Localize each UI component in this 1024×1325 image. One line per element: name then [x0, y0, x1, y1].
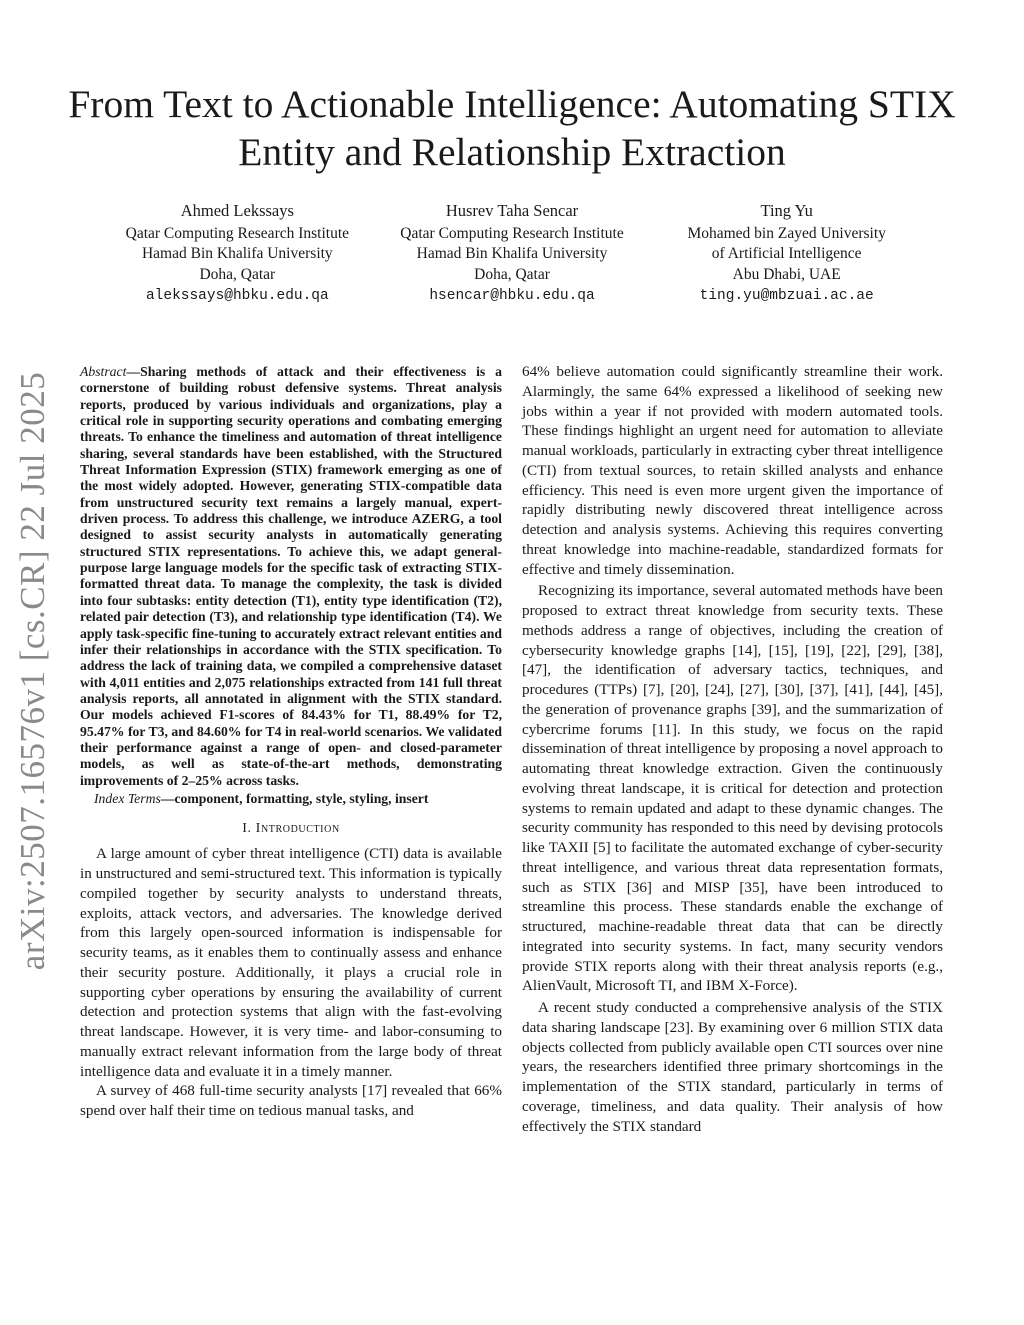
body-paragraph: A survey of 468 full-time security analysts [17] revealed that 66% spend over half their time on tedious manual tasks, and: [80, 1082, 502, 1120]
author-email: alekssays@hbku.edu.qa: [145, 288, 329, 304]
author-3: [649, 201, 924, 307]
paper-title: From Text to Actionable Intelligence: Automating STIX Entity and Relationship Extraction: [68, 82, 956, 174]
author-block: [100, 201, 924, 307]
author-affiliation-line: Qatar Computing Research Institute: [400, 224, 624, 242]
author-affiliation-line: Abu Dhabi, UAE: [732, 265, 841, 283]
abstract-text: —Sharing methods of attack and their effectiveness is a cornerstone of building robust defensive systems. Threat analysis reports, produced by various individuals and organizations, play a critical role in supporting security operations and combating emerging threats. To enhance the timeliness and automation of threat intelligence sharing, several standards have been established, with the Structured Threat Information Expression (STIX) framework emerging as one of the most widely adopted. However, generating STIX-compatible data from unstructured security text remains a largely manual, expert-driven process. To address this challenge, we introduce AZERG, a tool designed to assist security analysts in automatically generating structured STIX representations. To achieve this, we adapt general-purpose large language models for the specific task of extracting STIX-formatted threat data. To manage the complexity, the task is divided into four subtasks: entity detection (T1), entity type identification (T2), related pair detection (T3), and relationship type identification (T4). We apply task-specific fine-tuning to accurately extract relevant entities and infer their relationships in accordance with the STIX specification. To address the lack of training data, we compiled a comprehensive dataset with 4,011 entities and 2,075 relationships extracted from 141 full threat analysis reports, all annotated in alignment with the STIX standard. Our models achieved F1-scores of 84.43% for T1, 88.49% for T2, 95.47% for T3, and 84.60% for T4 in real-world scenarios. We validated their performance against a range of open- and closed-parameter models, as well as state-of-the-art methods, demonstrating improvements of 2–25% across tasks.: [80, 364, 502, 788]
author-name: Ting Yu: [760, 201, 813, 220]
author-email: hsencar@hbku.edu.qa: [429, 288, 595, 304]
abstract: [80, 364, 502, 789]
left-column: [80, 364, 502, 1121]
index-terms-text: —component, formatting, style, styling, insert: [160, 790, 429, 806]
body-paragraph: Recognizing its importance, several automated methods have been proposed to extract threat knowledge from security texts. These methods address a range of objectives, including the creation of cybersecurity knowledge graphs [14], [15], [19], [22], [29], [38], [47], the identification of adversary tactics, techniques, and procedures (TTPs) [7], [20], [24], [27], [30], [37], [41], [44], [45], the generation of provenance graphs [39], and the summarization of cybercrime forums [11]. In this study, we focus on the rapid dissemination of threat intelligence by proposing a novel approach to automating threat knowledge extraction. Given the continuously evolving threat landscape, it is critical for detection and protection systems to remain updated and adapt to these dynamic changes. The security community has responded to this need by devising protocols like TAXII [5] to facilitate the automated exchange of cyber-security threat intelligence, and various threat data representation formats, such as STIX [36] and MISP [35], have been introduced to streamline this process. These standards enable the exchange of structured, machine-readable threat data that can be directly integrated into security systems. In fact, many security vendors provide STIX reports along with their threat analysis reports (e.g., AlienVault, Microsoft TI, and IBM X-Force).: [522, 582, 943, 995]
author-affiliation-line: Mohamed bin Zayed University: [687, 224, 886, 242]
author-affiliation-line: Doha, Qatar: [199, 265, 276, 283]
author-affiliation-line: of Artificial Intelligence: [711, 245, 862, 262]
body-paragraph: A large amount of cyber threat intelligence (CTI) data is available in unstructured and semi-structured text. This information is typically compiled together by security analysts to understand threats, exploits, attack vectors, and adversaries. The knowledge derived from this largely open-sourced information is indispensable for security teams, as it enables them to continually assess and enhance their security posture. Additionally, it plays a crucial role in supporting cyber operations by ensuring the availability of current detection and protection systems that align with the fast-evolving threat landscape. However, it is very time- and labor-consuming to manually extract relevant information from the large body of threat intelligence data and evaluate it in a timely manner.: [80, 845, 502, 1080]
author-name: Ahmed Lekssays: [180, 201, 294, 220]
author-email: ting.yu@mbzuai.ac.ae: [699, 288, 874, 304]
body-paragraph: A recent study conducted a comprehensive analysis of the STIX data sharing landscape [23]. By examining over 6 million STIX data objects collected from publicly available open CTI sources over nine years, the researchers identified three primary shortcomings in the implementation of the STIX standard, particularly in terms of coverage, timeliness, and data quality. Their analysis of how effectively the STIX standard: [522, 999, 943, 1135]
index-terms-label: Index Terms: [94, 790, 161, 806]
arxiv-identifier-text: arXiv:2507.16576v1 [cs.CR] 22 Jul 2025: [13, 371, 53, 971]
author-name: Husrev Taha Sencar: [445, 201, 579, 220]
right-column: [522, 362, 943, 1138]
author-affiliation-line: Doha, Qatar: [474, 265, 550, 283]
body-paragraph: 64% believe automation could significantly streamline their work. Alarmingly, the same 64% expressed a likelihood of seeking new jobs within a year if not provided with modern automated tools. These findings highlight an urgent need for automation to alleviate manual workloads, particularly in extracting cyber threat intelligence (CTI) from textual sources, to retain skilled analysts and enhance efficiency. This need is even more urgent given the importance of rapidly distributing newly discovered threat intelligence across detection and analysis systems. Achieving this requires converting threat knowledge into machine-readable, standardized formats for effective and timely dissemination.: [522, 363, 943, 578]
author-affiliation-line: Hamad Bin Khalifa University: [416, 245, 608, 262]
abstract-label: Abstract: [80, 364, 127, 379]
author-affiliation-line: Qatar Computing Research Institute: [125, 224, 350, 242]
author-affiliation-line: Hamad Bin Khalifa University: [141, 245, 333, 262]
index-terms: [94, 791, 502, 807]
author-2: [375, 201, 650, 307]
author-1: [100, 201, 375, 307]
section-heading-introduction: I. Introduction: [242, 821, 340, 837]
arxiv-identifier-stamp: [8, 371, 58, 971]
